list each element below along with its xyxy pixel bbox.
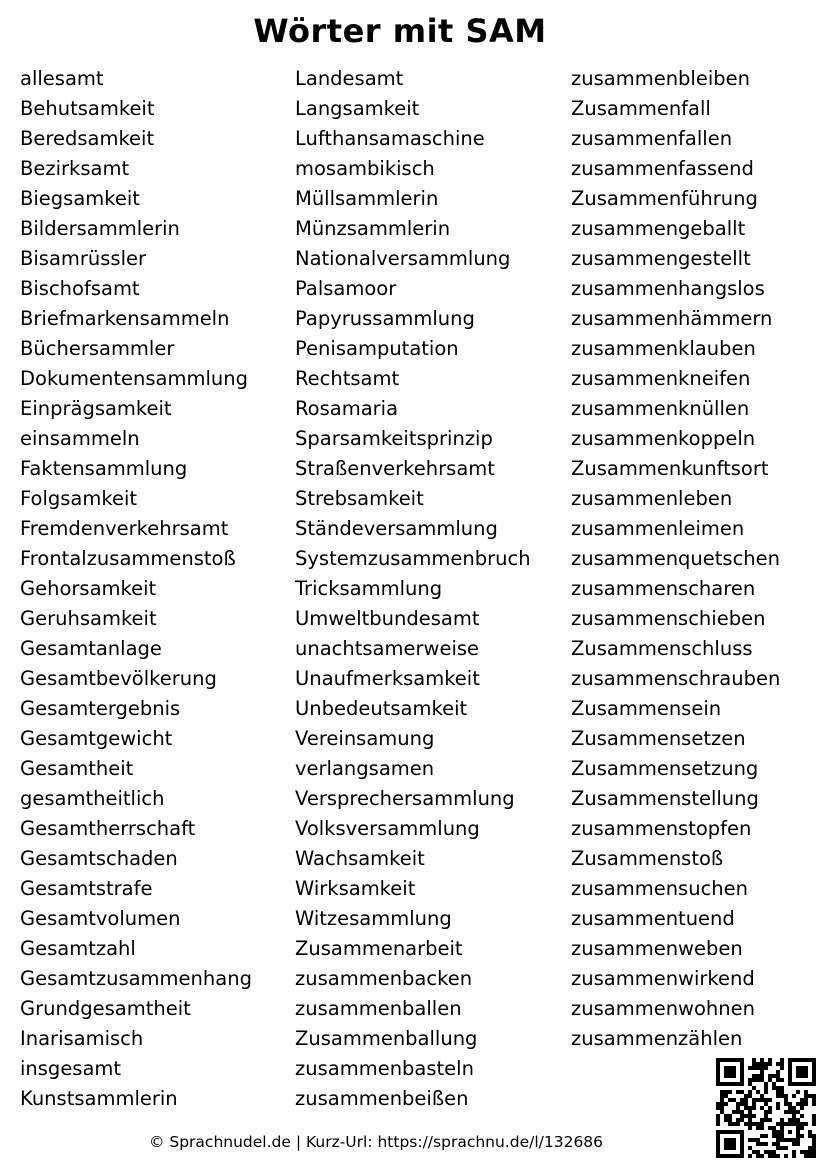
word-item: zusammenfassend [571,157,754,180]
footer-credit: © Sprachnudel.de | Kurz-Url: https://sprachnu.de/l/132686 [148,1133,604,1151]
word-item: Unbedeutsamkeit [295,697,468,720]
word-item: Grundgesamtheit [20,997,191,1020]
word-item: Sparsamkeitsprinzip [295,427,493,450]
word-item: Systemzusammenbruch [295,547,531,570]
word-item: Briefmarkensammeln [20,307,230,330]
word-item: Strebsamkeit [295,487,424,510]
word-item: Ständeversammlung [295,517,498,540]
word-item: Langsamkeit [295,97,420,120]
word-item: zusammengestellt [571,247,751,270]
word-item: Lufthansamaschine [295,127,485,150]
word-item: Bildersammlerin [20,217,180,240]
word-item: Vereinsamung [295,727,435,750]
word-item: zusammenwirkend [571,967,755,990]
word-item: zusammenfallen [571,127,733,150]
word-item: Gehorsamkeit [20,577,157,600]
word-item: Gesamtergebnis [20,697,181,720]
word-item: Wirksamkeit [295,877,416,900]
word-item: Zusammenfall [571,97,711,120]
word-item: Fremdenverkehrsamt [20,517,229,540]
word-item: Münzsammlerin [295,217,451,240]
word-column-2 [295,64,531,1114]
word-item: Gesamtstrafe [20,877,153,900]
word-item: zusammengeballt [571,217,746,240]
word-item: Gesamtzahl [20,937,136,960]
word-item: Gesamtbevölkerung [20,667,217,690]
word-item: Gesamtheit [20,757,134,780]
word-item: Gesamtgewicht [20,727,173,750]
word-item: Witzesammlung [295,907,452,930]
word-item: zusammenleimen [571,517,745,540]
word-item: Gesamtanlage [20,637,162,660]
word-item: verlangsamen [295,757,435,780]
word-item: Papyrussammlung [295,307,475,330]
word-item: zusammenbeißen [295,1087,469,1110]
word-item: gesamtheitlich [20,787,165,810]
word-item: Versprechersammlung [295,787,515,810]
word-item: Rosamaria [295,397,399,420]
word-item: zusammenballen [295,997,462,1020]
word-item: Wachsamkeit [295,847,425,870]
word-item: zusammenknüllen [571,397,750,420]
word-item: Gesamtherrschaft [20,817,196,840]
word-item: Zusammenkunftsort [571,457,769,480]
word-item: zusammenhangslos [571,277,765,300]
word-item: Zusammenballung [295,1027,478,1050]
word-item: zusammensuchen [571,877,749,900]
word-item: Penisamputation [295,337,459,360]
word-item: zusammenscharen [571,577,756,600]
word-item: Zusammensetzen [571,727,746,750]
word-item: Kunstsammlerin [20,1087,178,1110]
word-item: zusammenbleiben [571,67,750,90]
word-item: Faktensammlung [20,457,188,480]
word-item: einsammeln [20,427,140,450]
word-item: Büchersammler [20,337,175,360]
word-item: Landesamt [295,67,404,90]
word-item: Bisamrüssler [20,247,147,270]
word-item: Bischofsamt [20,277,140,300]
word-item: Palsamoor [295,277,397,300]
word-item: zusammenstopfen [571,817,752,840]
word-column-1 [20,64,252,1114]
word-item: zusammenkneifen [571,367,751,390]
word-item: Frontalzusammenstoß [20,547,236,570]
page-title: Wörter mit SAM [253,12,547,50]
word-item: mosambikisch [295,157,435,180]
word-item: Biegsamkeit [20,187,140,210]
word-item: Gesamtzusammenhang [20,967,252,990]
word-item: allesamt [20,67,104,90]
word-item: Unaufmerksamkeit [295,667,480,690]
word-item: Zusammenstoß [571,847,724,870]
word-column-3 [571,64,780,1054]
word-item: Zusammensein [571,697,722,720]
word-item: Müllsammlerin [295,187,439,210]
word-item: Straßenverkehrsamt [295,457,495,480]
word-item: Zusammenstellung [571,787,759,810]
word-item: Rechtsamt [295,367,400,390]
word-item: Zusammenarbeit [295,937,463,960]
word-item: Geruhsamkeit [20,607,157,630]
word-item: zusammentuend [571,907,735,930]
word-item: zusammenschieben [571,607,766,630]
word-item: zusammenleben [571,487,733,510]
word-item: Behutsamkeit [20,97,155,120]
word-item: Zusammenschluss [571,637,753,660]
word-item: Dokumentensammlung [20,367,248,390]
word-item: Tricksammlung [295,577,443,600]
word-item: zusammenklauben [571,337,756,360]
word-item: Beredsamkeit [20,127,155,150]
word-item: Nationalversammlung [295,247,511,270]
word-item: zusammenschrauben [571,667,781,690]
word-item: unachtsamerweise [295,637,480,660]
word-item: Gesamtschaden [20,847,178,870]
word-item: zusammenbacken [295,967,473,990]
word-item: insgesamt [20,1057,122,1080]
word-item: zusammenzählen [571,1027,743,1050]
word-item: Volksversammlung [295,817,480,840]
word-item: Bezirksamt [20,157,130,180]
word-item: zusammenwohnen [571,997,756,1020]
word-item: zusammenweben [571,937,743,960]
word-item: Zusammensetzung [571,757,759,780]
word-item: zusammenbasteln [295,1057,474,1080]
word-item: Inarisamisch [20,1027,144,1050]
word-item: Zusammenführung [571,187,758,210]
word-item: zusammenhämmern [571,307,773,330]
word-item: Gesamtvolumen [20,907,181,930]
word-item: zusammenquetschen [571,547,781,570]
word-item: Folgsamkeit [20,487,138,510]
word-item: Umweltbundesamt [295,607,480,630]
word-item: zusammenkoppeln [571,427,756,450]
word-item: Einprägsamkeit [20,397,172,420]
